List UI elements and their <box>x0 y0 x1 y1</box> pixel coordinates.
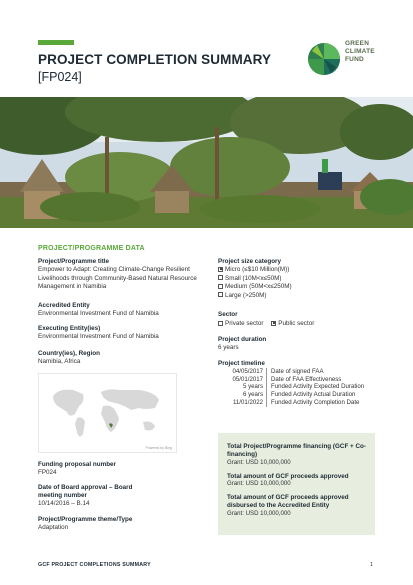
sector-public: Public sector <box>271 320 314 327</box>
footer-text: GCF PROJECT COMPLETIONS SUMMARY <box>38 562 151 568</box>
accent-bar <box>38 40 74 45</box>
approved-label: Total amount of GCF proceeds approved <box>227 472 349 480</box>
sector-private: Private sector <box>218 320 264 327</box>
theme-value: Adaptation <box>38 524 69 531</box>
timeline-table <box>218 368 381 407</box>
section-title: PROJECT/PROGRAMME DATA <box>38 245 145 252</box>
project-code: [FP024] <box>38 70 82 84</box>
executing-value: Environmental Investment Fund of Namibia <box>38 333 159 340</box>
checkbox-empty-icon <box>218 275 223 280</box>
funding-label: Funding proposal number <box>38 461 117 468</box>
theme-label: Project/Programme theme/Type <box>38 516 133 523</box>
country-value: Namibia, Africa <box>38 358 81 365</box>
funding-value: FP024 <box>38 469 57 476</box>
disbursed-label: Total amount of GCF proceeds approved disbursed to the Accredited Entity <box>227 494 349 510</box>
duration-label: Project duration <box>218 336 267 343</box>
sector-options <box>218 320 378 329</box>
country-label: Country(ies), Region <box>38 350 100 357</box>
title-value: Empower to Adapt: Creating Climate-Change Resilient Livelihoods through Community-Based Natural Resource Management in Namibia <box>38 266 197 291</box>
timeline-row: 05/01/2017 Date of FAA Effectiveness <box>218 376 381 384</box>
project-photo <box>0 97 413 228</box>
timeline-row: 6 years Funded Activity Actual Duration <box>218 391 381 399</box>
page-title: PROJECT COMPLETION SUMMARY <box>38 52 272 67</box>
checkbox-empty-icon <box>218 284 223 289</box>
entity-value: Environmental Investment Fund of Namibia <box>38 310 159 317</box>
world-map <box>38 373 177 453</box>
disbursed-value: Grant: USD 10,000,000 <box>227 509 291 517</box>
checkbox-empty-icon <box>218 321 223 326</box>
world-map-icon <box>39 374 176 452</box>
size-options <box>218 266 378 300</box>
approved-value: Grant: USD 10,000,000 <box>227 480 291 488</box>
sector-label: Sector <box>218 311 238 318</box>
timeline-label: Project timeline <box>218 360 265 367</box>
size-option-large: Large (>250M) <box>218 292 378 301</box>
size-option-medium: Medium (50M<x≤250M) <box>218 283 378 292</box>
size-option-small: Small (10M<x≤50M) <box>218 275 378 284</box>
size-label: Project size category <box>218 258 281 265</box>
title-label: Project/Programme title <box>38 258 110 265</box>
globe-logo-icon <box>307 42 341 76</box>
logo-text: GREEN CLIMATE FUND <box>345 40 375 63</box>
duration-value: 6 years <box>218 344 239 351</box>
gcf-logo <box>307 40 387 85</box>
board-label: Date of Board approval – Board meeting number <box>38 484 133 499</box>
total-financing-label: Total Project/Programme financing (GCF + Co-financing) <box>227 443 366 458</box>
executing-label: Executing Entity(ies) <box>38 325 101 332</box>
map-credit: Powered by Bing <box>145 446 172 450</box>
page-number: 1 <box>370 562 373 568</box>
checkbox-empty-icon <box>218 292 223 297</box>
checkbox-checked-icon <box>218 267 223 272</box>
timeline-row: 11/01/2022 Funded Activity Completion Date <box>218 399 381 407</box>
financing-box <box>218 433 375 535</box>
timeline-row: 5 years Funded Activity Expected Duration <box>218 383 381 391</box>
entity-label: Accredited Entity <box>38 302 90 309</box>
checkbox-checked-icon <box>271 321 276 326</box>
timeline-row: 04/05/2017 Date of signed FAA <box>218 368 381 376</box>
total-financing-value: Grant: USD 10,000,000 <box>227 458 291 466</box>
board-value: 10/14/2016 – B.14 <box>38 500 90 507</box>
size-option-micro: Micro (≤$10 Million(M)) <box>218 266 378 275</box>
